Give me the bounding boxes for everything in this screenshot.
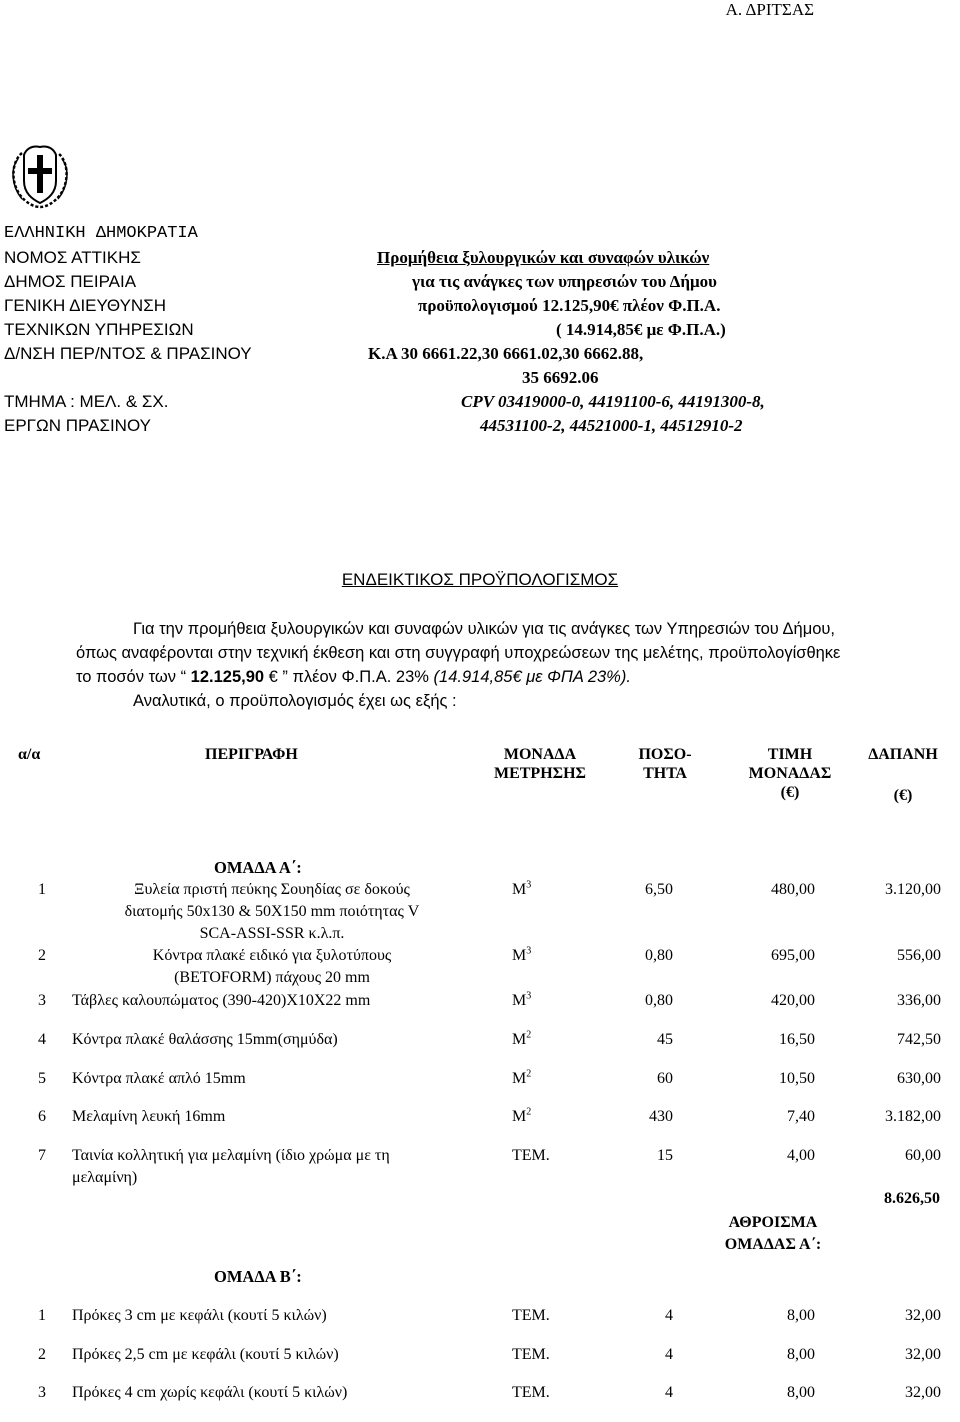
group-a-row-description bbox=[72, 1145, 472, 1189]
group-b-row-cost: 32,00 bbox=[905, 1307, 941, 1324]
group-a-row-unit: $M^3$ bbox=[512, 945, 532, 964]
group-b-row-number: 3 bbox=[38, 1384, 46, 1401]
group-b-row-number: 1 bbox=[38, 1307, 46, 1324]
header-republic: ΕΛΛΗΝΙΚΗ ΔΗΜΟΚΡΑΤΙΑ bbox=[4, 224, 198, 243]
group-a-row-unit-price: 695,00 bbox=[771, 947, 815, 964]
group-a-row-description-line: Μελαμίνη λευκή 16mm bbox=[72, 1108, 226, 1125]
col-header-description: ΠΕΡΙΓΡΑΦΗ bbox=[205, 746, 298, 763]
cpv-codes-cont: 44531100-2, 44521000-1, 44512910-2 bbox=[480, 416, 743, 435]
group-b-row-description bbox=[72, 1382, 472, 1404]
project-purpose: για τις ανάγκες των υπηρεσιών του Δήμου bbox=[412, 272, 717, 291]
header-directorate: Δ/ΝΣΗ ΠΕΡ/ΝΤΟΣ & ΠΡΑΣΙΝΟΥ bbox=[4, 344, 252, 363]
group-a-row-unit: $M^3$ bbox=[512, 879, 532, 898]
group-a-row-description bbox=[72, 990, 472, 1012]
group-b-row-number: 2 bbox=[38, 1346, 46, 1363]
group-a-row-number: 5 bbox=[38, 1070, 46, 1087]
project-budget: προϋπολογισμού 12.125,90€ πλέον Φ.Π.Α. bbox=[418, 296, 721, 315]
header-green-works: ΕΡΓΩΝ ΠΡΑΣΙΝΟΥ bbox=[4, 416, 151, 435]
group-b-row-cost: 32,00 bbox=[905, 1346, 941, 1363]
col-header-quantity bbox=[620, 745, 710, 783]
group-a-row-description bbox=[72, 1068, 472, 1090]
header-technical-services: ΤΕΧΝΙΚΩΝ ΥΠΗΡΕΣΙΩΝ bbox=[4, 320, 194, 339]
group-a-row-description-line: Ταινία κολλητική για μελαμίνη (ίδιο χρώμα με τη bbox=[72, 1147, 390, 1164]
intro-amount-vat: (14.914,85€ με ΦΠΑ 23%). bbox=[433, 668, 631, 686]
group-a-row-quantity: 15 bbox=[657, 1147, 673, 1164]
group-a-row-unit-exponent: 2 bbox=[526, 1106, 532, 1118]
group-a-row-quantity: 0,80 bbox=[645, 992, 673, 1009]
group-a-row-unit-exponent: 2 bbox=[526, 1029, 532, 1041]
intro-amount: 12.125,90 bbox=[190, 668, 265, 686]
group-a-row-unit-price: 16,50 bbox=[779, 1031, 815, 1048]
col-header-cost-line1: ΔΑΠΑΝΗ bbox=[868, 746, 938, 763]
intro-line-3 bbox=[76, 668, 631, 688]
col-header-price-line3: (€) bbox=[780, 784, 800, 802]
cpv-codes: CPV 03419000-0, 44191100-6, 44191300-8, bbox=[461, 392, 765, 411]
group-b-title: ΟΜΑΔΑ Β΄: bbox=[214, 1267, 302, 1286]
group-a-sum-label-line1: ΑΘΡΟΙΣΜΑ bbox=[728, 1214, 818, 1231]
group-a-row-unit-exponent: 3 bbox=[526, 945, 532, 957]
group-a-sum-label bbox=[718, 1212, 828, 1256]
group-b-row-description bbox=[72, 1305, 472, 1327]
group-a-row-unit: $M^2$ bbox=[512, 1106, 532, 1125]
group-b-row-quantity: 4 bbox=[665, 1307, 673, 1324]
group-a-row-description-line: διατομής 50x130 & 50Χ150 mm ποιότητας V bbox=[124, 903, 420, 920]
group-a-row-description bbox=[72, 945, 472, 989]
group-a-row-quantity: 60 bbox=[657, 1070, 673, 1087]
group-a-row-unit: $M^2$ bbox=[512, 1029, 532, 1048]
header-department: ΤΜΗΜΑ : ΜΕΛ. & ΣΧ. bbox=[4, 392, 169, 411]
group-a-row-unit-price: 10,50 bbox=[779, 1070, 815, 1087]
group-b-row-cost: 32,00 bbox=[905, 1384, 941, 1401]
group-b-row-description bbox=[72, 1344, 472, 1366]
group-a-row-number: 4 bbox=[38, 1031, 46, 1048]
group-a-row-quantity: 45 bbox=[657, 1031, 673, 1048]
group-a-row-cost: 3.120,00 bbox=[885, 881, 941, 898]
group-a-row-description-line: Κόντρα πλακέ ειδικό για ξυλοτύπους bbox=[152, 947, 392, 964]
group-a-row-cost: 630,00 bbox=[897, 1070, 941, 1087]
group-a-row-quantity: 430 bbox=[649, 1108, 673, 1125]
group-a-row-cost: 336,00 bbox=[897, 992, 941, 1009]
group-a-row-cost: 556,00 bbox=[897, 947, 941, 964]
group-a-row-cost: 742,50 bbox=[897, 1031, 941, 1048]
col-header-price-line2: ΜΟΝΑΔΑΣ bbox=[748, 765, 832, 783]
col-header-price-line1: ΤΙΜΗ bbox=[767, 746, 813, 763]
group-a-row-quantity: 6,50 bbox=[645, 881, 673, 898]
group-a-row-unit-exponent: 3 bbox=[526, 879, 532, 891]
group-a-sum-value: 8.626,50 bbox=[884, 1190, 940, 1207]
budget-codes-cont: 35 6692.06 bbox=[522, 368, 599, 387]
group-b-row-unit-price: 8,00 bbox=[787, 1307, 815, 1324]
group-a-row-number: 7 bbox=[38, 1147, 46, 1164]
col-header-unit-line2: ΜΕΤΡΗΣΗΣ bbox=[493, 765, 587, 783]
intro-line-2: όπως αναφέρονται στην τεχνική έκθεση και στη συγγραφή υποχρεώσεων της μελέτης, προϋπολογίσθηκε bbox=[76, 644, 841, 662]
group-a-row-description bbox=[72, 879, 472, 945]
group-a-row-cost: 3.182,00 bbox=[885, 1108, 941, 1125]
group-a-row-unit-price: 420,00 bbox=[771, 992, 815, 1009]
group-a-row-description-line: SCA-ASSI-SSR κ.λ.π. bbox=[199, 925, 345, 942]
group-b-row-description-line: Πρόκες 3 cm με κεφάλι (κουτί 5 κιλών) bbox=[72, 1307, 327, 1324]
group-a-title: ΟΜΑΔΑ Α΄: bbox=[214, 858, 302, 877]
group-a-row-number: 2 bbox=[38, 947, 46, 964]
col-header-unit-line1: ΜΟΝΑΔΑ bbox=[503, 746, 577, 763]
group-a-row-unit: $M^2$ bbox=[512, 1068, 532, 1087]
col-header-aa: α/α bbox=[18, 746, 41, 763]
col-header-cost bbox=[853, 745, 953, 805]
group-a-row-unit: ΤΕΜ. bbox=[512, 1147, 550, 1164]
intro-amount-suffix: € ” πλέον Φ.Π.Α. 23% bbox=[268, 668, 429, 686]
col-header-quantity-line1: ΠΟΣΟ- bbox=[638, 746, 692, 763]
group-a-row-description-line: (BETOFORM) πάχους 20 mm bbox=[174, 969, 370, 986]
col-header-cost-line2: (€) bbox=[893, 787, 913, 805]
group-a-row-unit-price: 7,40 bbox=[787, 1108, 815, 1125]
group-a-row-unit-price: 4,00 bbox=[787, 1147, 815, 1164]
group-b-row-description-line: Πρόκες 4 cm χωρίς κεφάλι (κουτί 5 κιλών) bbox=[72, 1384, 348, 1401]
greek-emblem-icon bbox=[4, 141, 76, 211]
group-a-row-cost: 60,00 bbox=[905, 1147, 941, 1164]
group-b-row-quantity: 4 bbox=[665, 1346, 673, 1363]
col-header-unit-price bbox=[730, 745, 850, 803]
group-a-row-number: 3 bbox=[38, 992, 46, 1009]
header-general-directorate: ΓΕΝΙΚΗ ΔΙΕΥΘΥΝΣΗ bbox=[4, 296, 166, 315]
group-a-row-description-line: Κόντρα πλακέ απλό 15mm bbox=[72, 1070, 246, 1087]
project-title: Προμήθεια ξυλουργικών και συναφών υλικών bbox=[377, 248, 710, 267]
group-a-row-description bbox=[72, 1029, 472, 1051]
group-a-row-unit-exponent: 3 bbox=[526, 990, 532, 1002]
group-b-row-unit-price: 8,00 bbox=[787, 1384, 815, 1401]
group-a-row-quantity: 0,80 bbox=[645, 947, 673, 964]
intro-line-4: Αναλυτικά, ο προϋπολογισμός έχει ως εξής : bbox=[133, 692, 457, 710]
group-b-row-unit: ΤΕΜ. bbox=[512, 1346, 550, 1363]
group-b-row-unit-price: 8,00 bbox=[787, 1346, 815, 1363]
group-a-row-description bbox=[72, 1106, 472, 1128]
col-header-unit bbox=[475, 745, 605, 783]
group-b-row-description-line: Πρόκες 2,5 cm με κεφάλι (κουτί 5 κιλών) bbox=[72, 1346, 339, 1363]
group-a-sum-label-line2: ΟΜΑΔΑΣ Α΄: bbox=[724, 1236, 822, 1253]
intro-line-1: Για την προμήθεια ξυλουργικών και συναφών υλικών για τις ανάγκες των Υπηρεσιών του Δήμου, bbox=[133, 620, 835, 638]
author-name: Α. ΔΡΙΤΣΑΣ bbox=[725, 0, 814, 19]
group-a-row-number: 1 bbox=[38, 881, 46, 898]
col-header-quantity-line2: ΤΗΤΑ bbox=[643, 765, 687, 783]
group-a-row-description-line: Κόντρα πλακέ θαλάσσης 15mm(σημύδα) bbox=[72, 1031, 338, 1048]
group-a-row-number: 6 bbox=[38, 1108, 46, 1125]
group-a-row-description-line: μελαμίνη) bbox=[72, 1169, 138, 1186]
header-municipality: ΔΗΜΟΣ ΠΕΙΡΑΙΑ bbox=[4, 272, 137, 291]
group-b-row-quantity: 4 bbox=[665, 1384, 673, 1401]
group-b-row-unit: ΤΕΜ. bbox=[512, 1384, 550, 1401]
budget-codes: Κ.Α 30 6661.22,30 6661.02,30 6662.88, bbox=[368, 344, 644, 363]
document-title: ΕΝΔΕΙΚΤΙΚΟΣ ΠΡΟΫΠΟΛΟΓΙΣΜΟΣ bbox=[341, 570, 619, 589]
group-a-row-description-line: Ξυλεία πριστή πεύκης Σουηδίας σε δοκούς bbox=[134, 881, 410, 898]
group-a-row-description-line: Τάβλες καλουπώματος (390-420)Χ10Χ22 mm bbox=[72, 992, 371, 1009]
project-budget-vat: ( 14.914,85€ με Φ.Π.Α.) bbox=[556, 320, 726, 339]
group-a-row-unit: $M^3$ bbox=[512, 990, 532, 1009]
intro-amount-prefix: το ποσόν των “ bbox=[76, 668, 187, 686]
header-prefecture: ΝΟΜΟΣ ΑΤΤΙΚΗΣ bbox=[4, 248, 141, 267]
group-a-row-unit-exponent: 2 bbox=[526, 1068, 532, 1080]
group-a-row-unit-price: 480,00 bbox=[771, 881, 815, 898]
group-b-row-unit: ΤΕΜ. bbox=[512, 1307, 550, 1324]
